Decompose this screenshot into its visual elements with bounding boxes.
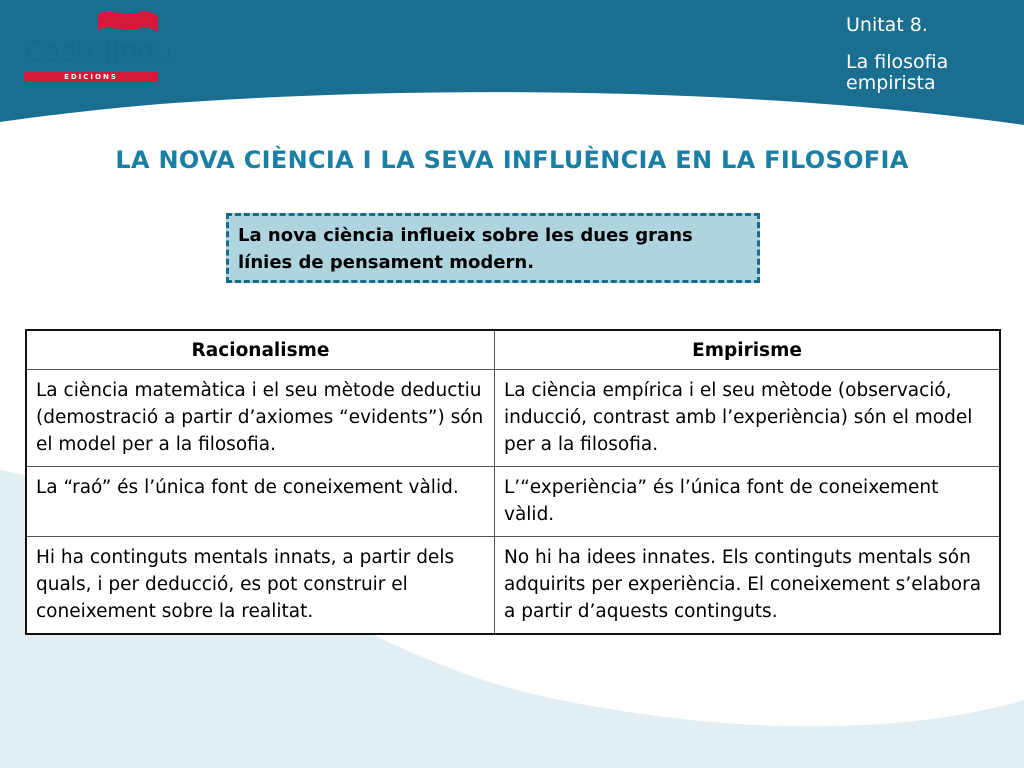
unit-title: La filosofia empirista: [846, 51, 949, 94]
castellnou-logo: [22, 8, 172, 81]
header-empirisme: Empirisme: [495, 330, 1001, 370]
logo-name: Castellnou: [24, 34, 172, 68]
table-cell: La ciència empírica i el seu mètode (observació, inducció, contrast amb l’experiència) són el model per a la filosofia.: [495, 370, 1001, 467]
table-row: [26, 537, 1000, 635]
note-box: La nova ciència influeix sobre les dues grans línies de pensament modern.: [226, 213, 760, 283]
table-cell: La ciència matemàtica i el seu mètode deductiu (demostració a partir d’axiomes “evidents”) són el model per a la filosofia.: [26, 370, 495, 467]
header-racionalisme: Racionalisme: [26, 330, 495, 370]
table-header-row: [26, 330, 1000, 370]
table-cell: La “raó” és l’única font de coneixement vàlid.: [26, 467, 495, 537]
table-cell: No hi ha idees innates. Els continguts mentals són adquirits per experiència. El coneixement s’elabora a partir d’aquests continguts.: [495, 537, 1001, 635]
table-cell: L’“experiència” és l’única font de coneixement vàlid.: [495, 467, 1001, 537]
unit-number: Unitat 8.: [846, 14, 928, 36]
comparison-table: [25, 329, 1001, 635]
table-row: [26, 370, 1000, 467]
table-row: [26, 467, 1000, 537]
page-title: LA NOVA CIÈNCIA I LA SEVA INFLUÈNCIA EN LA FILOSOFIA: [115, 146, 909, 174]
logo-sub: EDICIONS: [24, 72, 158, 82]
table-cell: Hi ha continguts mentals innats, a partir dels quals, i per deducció, es pot construir el coneixement sobre la realitat.: [26, 537, 495, 635]
